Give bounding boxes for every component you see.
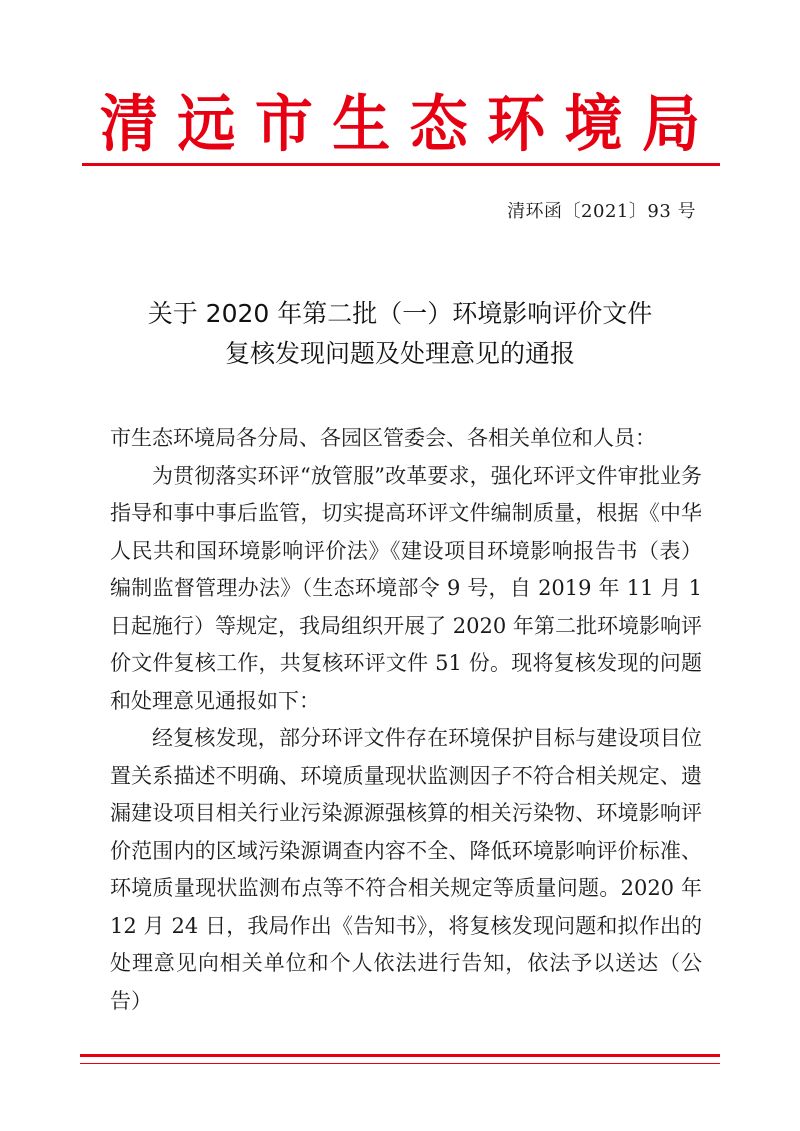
agency-masthead: [100, 87, 700, 161]
masthead-char: 态: [409, 87, 468, 161]
masthead-char: 生: [332, 87, 391, 161]
masthead-char: 境: [564, 87, 623, 161]
masthead-char: 市: [254, 87, 313, 161]
body-paragraph: 经复核发现，部分环评文件存在环境保护目标与建设项目位置关系描述不明确、环境质量现状监测因子不符合相关规定、遗漏建设项目相关行业污染源源强核算的相关污染物、环境影响评价范围内的区域污染源调查内容不全、降低环境影响评价标准、环境质量现状监测布点等不符合相关规定等质量问题。2020 年 12 月 24 日，我局作出《告知书》，将复核发现问题和拟作出的处理意见向相关单位和个人依法进行告知，依法予以送达（公告）: [110, 726, 702, 1013]
body-paragraph: 为贯彻落实环评“放管服”改革要求，强化环评文件审批业务指导和事中事后监管，切实提高环评文件编制质量，根据《中华人民共和国环境影响评价法》《建设项目环境影响报告书（表）编制监督管理办法》（生态环境部令 9 号，自 2019 年 11 月 1 日起施行）等规定，我局组织开展了 2020 年第二批环境影响评价文件复核工作，共复核环评文件 51 份。现将复核发现的问题和处理意见通报如下：: [110, 463, 702, 713]
masthead-char: 环: [487, 87, 546, 161]
document-number: 清环函〔2021〕93 号: [507, 201, 696, 222]
document-title-line-2: 复核发现问题及处理意见的通报: [224, 339, 575, 368]
salutation: 市生态环境局各分局、各园区管委会、各相关单位和人员：: [110, 426, 656, 450]
masthead-char: 清: [100, 87, 159, 161]
footer-divider-thin: [80, 1063, 720, 1064]
document-title-line-1: 关于 2020 年第二批（一）环境影响评价文件: [147, 299, 653, 328]
masthead-char: 局: [641, 87, 700, 161]
footer-divider-thick: [80, 1054, 720, 1057]
masthead-char: 远: [177, 87, 236, 161]
header-divider: [82, 163, 720, 166]
document-body: [110, 420, 702, 1020]
